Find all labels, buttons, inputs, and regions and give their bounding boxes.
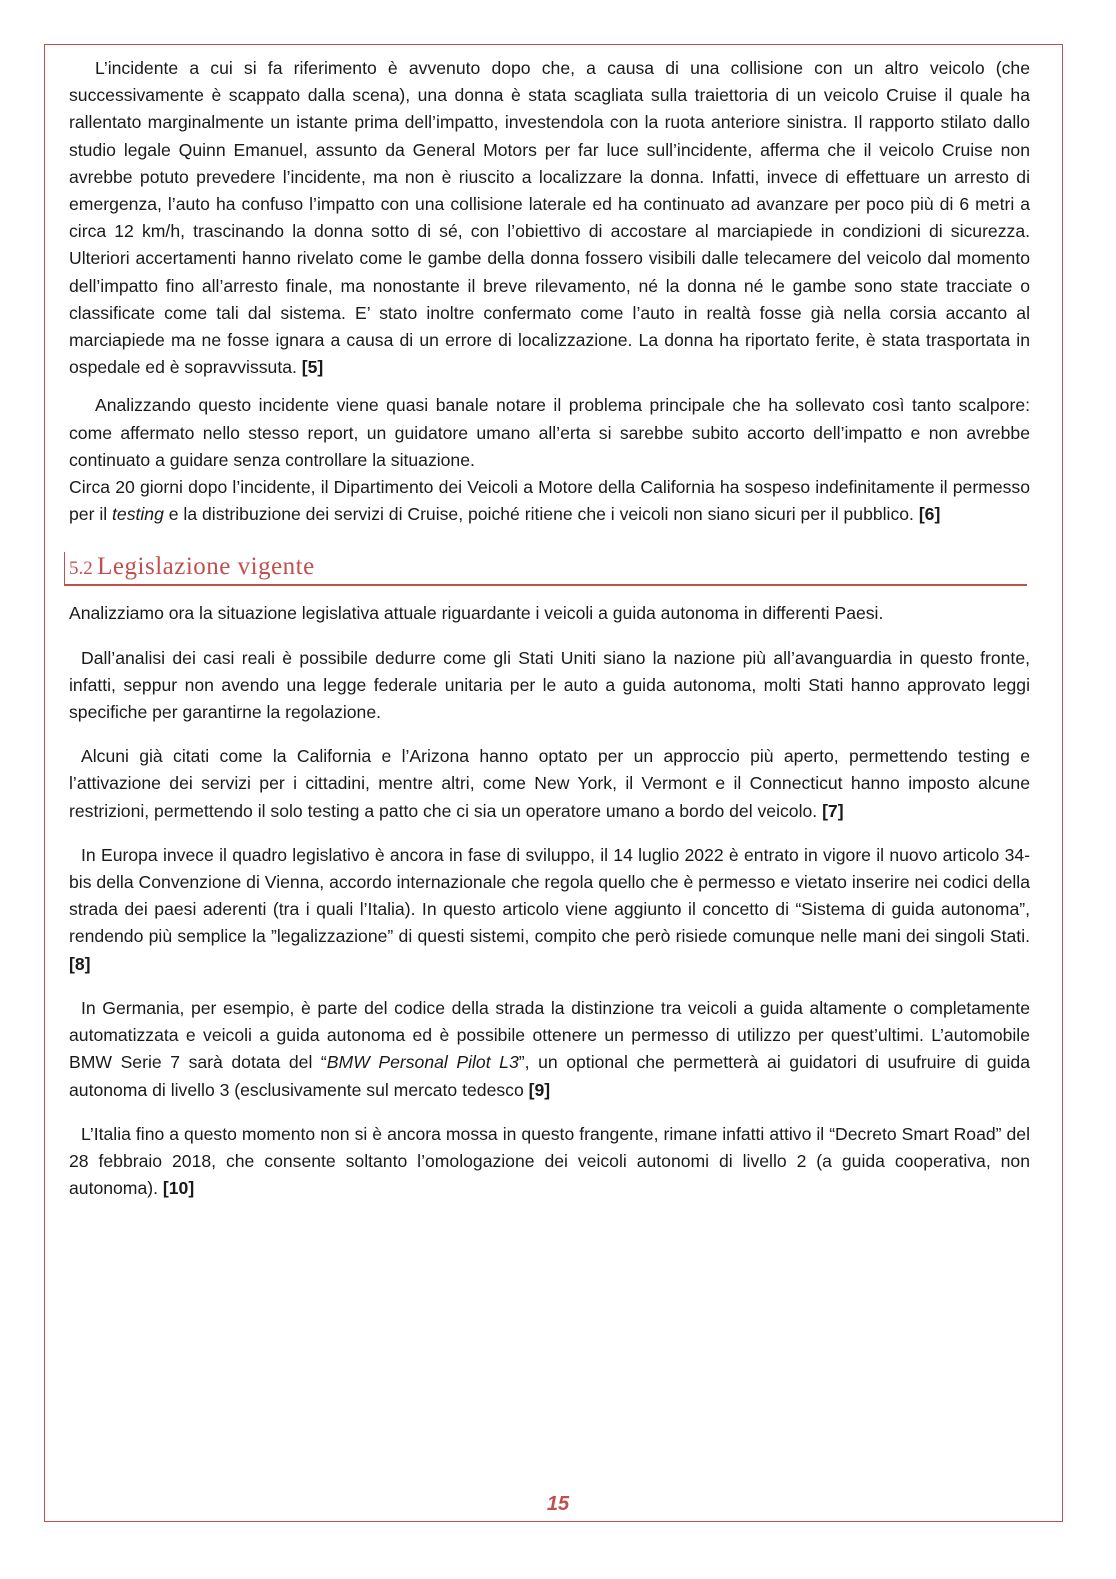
paragraph-germany: In Germania, per esempio, è parte del codice della strada la distinzione tra veicoli a guida altamente o completamente automatizzata e veicoli a guida autonoma ed è possibile ottenere un permesso di utilizzo per quest’ultimi. L’automobile BMW Serie 7 sarà dotata del “BMW Personal Pilot L3”, un optional che permetterà ai guidatori di usufruire di guida autonoma di livello 3 (esclusivamente sul mercato tedesco [9] xyxy=(69,997,1030,1100)
citation-ref: [5] xyxy=(301,357,324,378)
paragraph-usa: Dall’analisi dei casi reali è possibile dedurre come gli Stati Uniti siano la nazione più all’avanguardia in questo fronte, infatti, seppur non avendo una legge federale unitaria per le auto a guida autonoma, molti Stati hanno approvato leggi specifiche per garantirne la regolazione. xyxy=(69,647,1030,723)
paragraph-incident-analysis: Analizzando questo incidente viene quasi banale notare il problema principale che ha sollevato così tanto scalpore: come affermato nello stesso report, un guidatore umano all’erta si sarebbe subito accorto dell’impatto e non avrebbe continuato a guidare senza controllare la situazione. xyxy=(69,395,1030,470)
citation-ref: [8] xyxy=(69,953,91,974)
paragraph-states: Alcuni già citati come la California e l’Arizona hanno optato per un approccio più aperto, permettendo testing e l’attivazione dei servizi per i cittadini, mentre altri, come New York, il Vermont e il Connecticut hanno imposto alcune restrizioni, permettendo il solo testing a patto che ci sia un operatore umano a bordo del veicolo. [7] xyxy=(69,746,1030,821)
page-number: 15 xyxy=(546,1493,570,1515)
section-number: 5.2 xyxy=(69,558,93,580)
paragraph-italy: L’Italia fino a questo momento non si è ancora mossa in questo frangente, rimane infatti attivo il “Decreto Smart Road” del 28 febbraio 2018, che consente soltanto l’omologazione dei veicoli autonomi di livello 2 (a guida cooperativa, non autonoma). [10] xyxy=(69,1123,1030,1199)
citation-ref: [6] xyxy=(918,504,941,525)
paragraph-europe: In Europa invece il quadro legislativo è ancora in fase di sviluppo, il 14 luglio 2022 è entrato in vigore il nuovo articolo 34-bis della Convenzione di Vienna, accordo internazionale che regola quello che è permesso e vietato inserire nei codici della strada dei paesi aderenti (tra i quali l’Italia). In questo articolo viene aggiunto il concetto di “Sistema di guida autonoma”, rendendo più semplice la ”legalizzazione” di questi sistemi, compito che però risiede comunque nelle mani dei singoli Stati. [8] xyxy=(69,844,1030,974)
citation-ref: [10] xyxy=(162,1178,195,1199)
citation-ref: [9] xyxy=(528,1079,551,1100)
paragraph-incident-description: L’incidente a cui si fa riferimento è avvenuto dopo che, a causa di una collisione con un altro veicolo (che successivamente è scappato dalla scena), una donna è stata scagliata sulla traiettoria di un veicolo Cruise il quale ha rallentato marginalmente un istante prima dell’impatto, investendola con la ruota anteriore sinistra. Il rapporto stilato dallo studio legale Quinn Emanuel, assunto da General Motors per far luce sull’incidente, afferma che il veicolo Cruise non avrebbe potuto prevedere l’incidente, ma non è riuscito a localizzare la donna. Infatti, invece di effettuare un arresto di emergenza, l’auto ha confuso l’impatto con una collisione laterale ed ha continuato ad avanzare per poco più di 6 metri a circa 12 km/h, trascinando la donna sotto di sé, con l’obiettivo di accostare al marciapiede in condizioni di sicurezza. Ulteriori accertamenti hanno rivelato come le gambe della donna fossero visibili dalle telecamere del veicolo dal momento dell’impatto fino all’arresto finale, ma nonostante il breve rilevamento, né la donna né le gambe sono state tracciate o classificate come tali dal sistema. E’ stato inoltre confermato come l’auto in realtà fosse già nella corsia accanto al marciapiede ma ne fosse ignara a causa di un errore di localizzazione. La donna ha riportato ferite, è stata trasportata in ospedale ed è sopravvissuta. [5] xyxy=(69,58,1030,378)
document-body xyxy=(69,55,1030,1202)
section-title: Legislazione vigente xyxy=(97,553,315,581)
paragraph-intro: Analizziamo ora la situazione legislativa attuale riguardante i veicoli a guida autonoma in differenti Paesi. xyxy=(69,603,884,624)
paragraph-dmv-suspension: Circa 20 giorni dopo l’incidente, il Dipartimento dei Veicoli a Motore della California ha sospeso indefinitamente il permesso per il testing e la distribuzione dei servizi di Cruise, poiché ritiene che i veicoli non siano sicuri per il pubblico. [6] xyxy=(69,477,1030,525)
section-heading xyxy=(64,552,1027,586)
citation-ref: [7] xyxy=(822,800,844,821)
